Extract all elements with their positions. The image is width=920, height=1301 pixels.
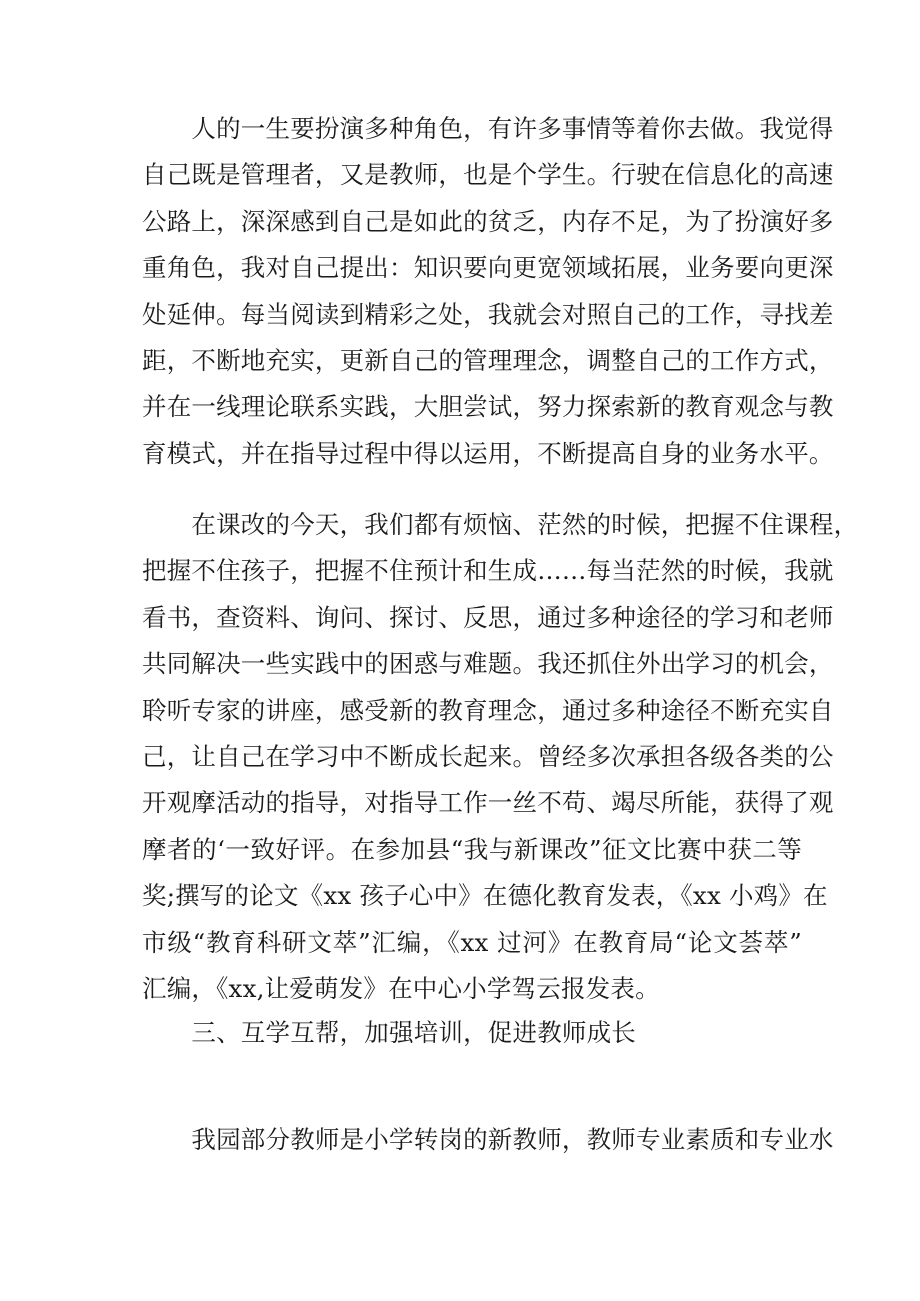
paragraph-teacher-training [142, 1117, 834, 1163]
text-line: 聆听专家的讲座，感受新的教育理念，通过多种途径不断充实自 [142, 695, 834, 725]
text-line: 育模式，并在指导过程中得以运用，不断提高自身的业务水平。 [142, 438, 834, 468]
text-line: 共同解决一些实践中的困惑与难题。我还抓住外出学习的机会， [142, 649, 834, 679]
paragraph-curriculum-reform [142, 502, 859, 1012]
text-line: 并在一线理论联系实践，大胆尝试，努力探索新的教育观念与教 [142, 392, 834, 422]
text-line: 在课改的今天，我们都有烦恼、茫然的时候，把握不住课程， [142, 510, 859, 539]
text-line: 市级“教育科研文萃”汇编，《xx 过河》在教育局“论文荟萃” [142, 927, 802, 957]
text-line: 重角色，我对自己提出：知识要向更宽领域拓展，业务要向更深 [142, 253, 834, 283]
text-line: 人的一生要扮演多种角色，有许多事情等着你去做。我觉得 [142, 114, 834, 143]
text-line: 我园部分教师是小学转岗的新教师，教师专业素质和专业水 [142, 1125, 834, 1154]
heading-line: 三、互学互帮，加强培训，促进教师成长 [142, 1018, 636, 1047]
paragraph-role-reflection [142, 106, 834, 477]
text-line: 公路上，深深感到自己是如此的贫乏，内存不足，为了扮演好多 [142, 206, 834, 236]
text-line: 处延伸。每当阅读到精彩之处，我就会对照自己的工作，寻找差 [142, 299, 834, 329]
text-line: 看书，查资料、询问、探讨、反思，通过多种途径的学习和老师 [142, 602, 834, 632]
text-line: 摩者的‘一致好评。在参加县“我与新课改”征文比赛中获二等 [142, 834, 802, 864]
text-line: 把握不住孩子，把握不住预计和生成……每当茫然的时候，我就 [142, 556, 834, 586]
section-heading [142, 1010, 802, 1056]
text-line: 开观摩活动的指导，对指导工作一丝不苟、竭尽所能，获得了观 [142, 788, 834, 818]
text-line: 自己既是管理者，又是教师，也是个学生。行驶在信息化的高速 [142, 160, 834, 190]
text-line: 汇编，《xx,让爱萌发》在中心小学驾云报发表。 [142, 973, 660, 1003]
text-line: 己，让自己在学习中不断成长起来。曾经多次承担各级各类的公 [142, 741, 834, 771]
text-line: 距，不断地充实，更新自己的管理理念，调整自己的工作方式， [142, 345, 834, 375]
text-line: 奖;撰写的论文《xx 孩子心中》在德化教育发表，《xx 小鸡》在 [142, 881, 828, 911]
